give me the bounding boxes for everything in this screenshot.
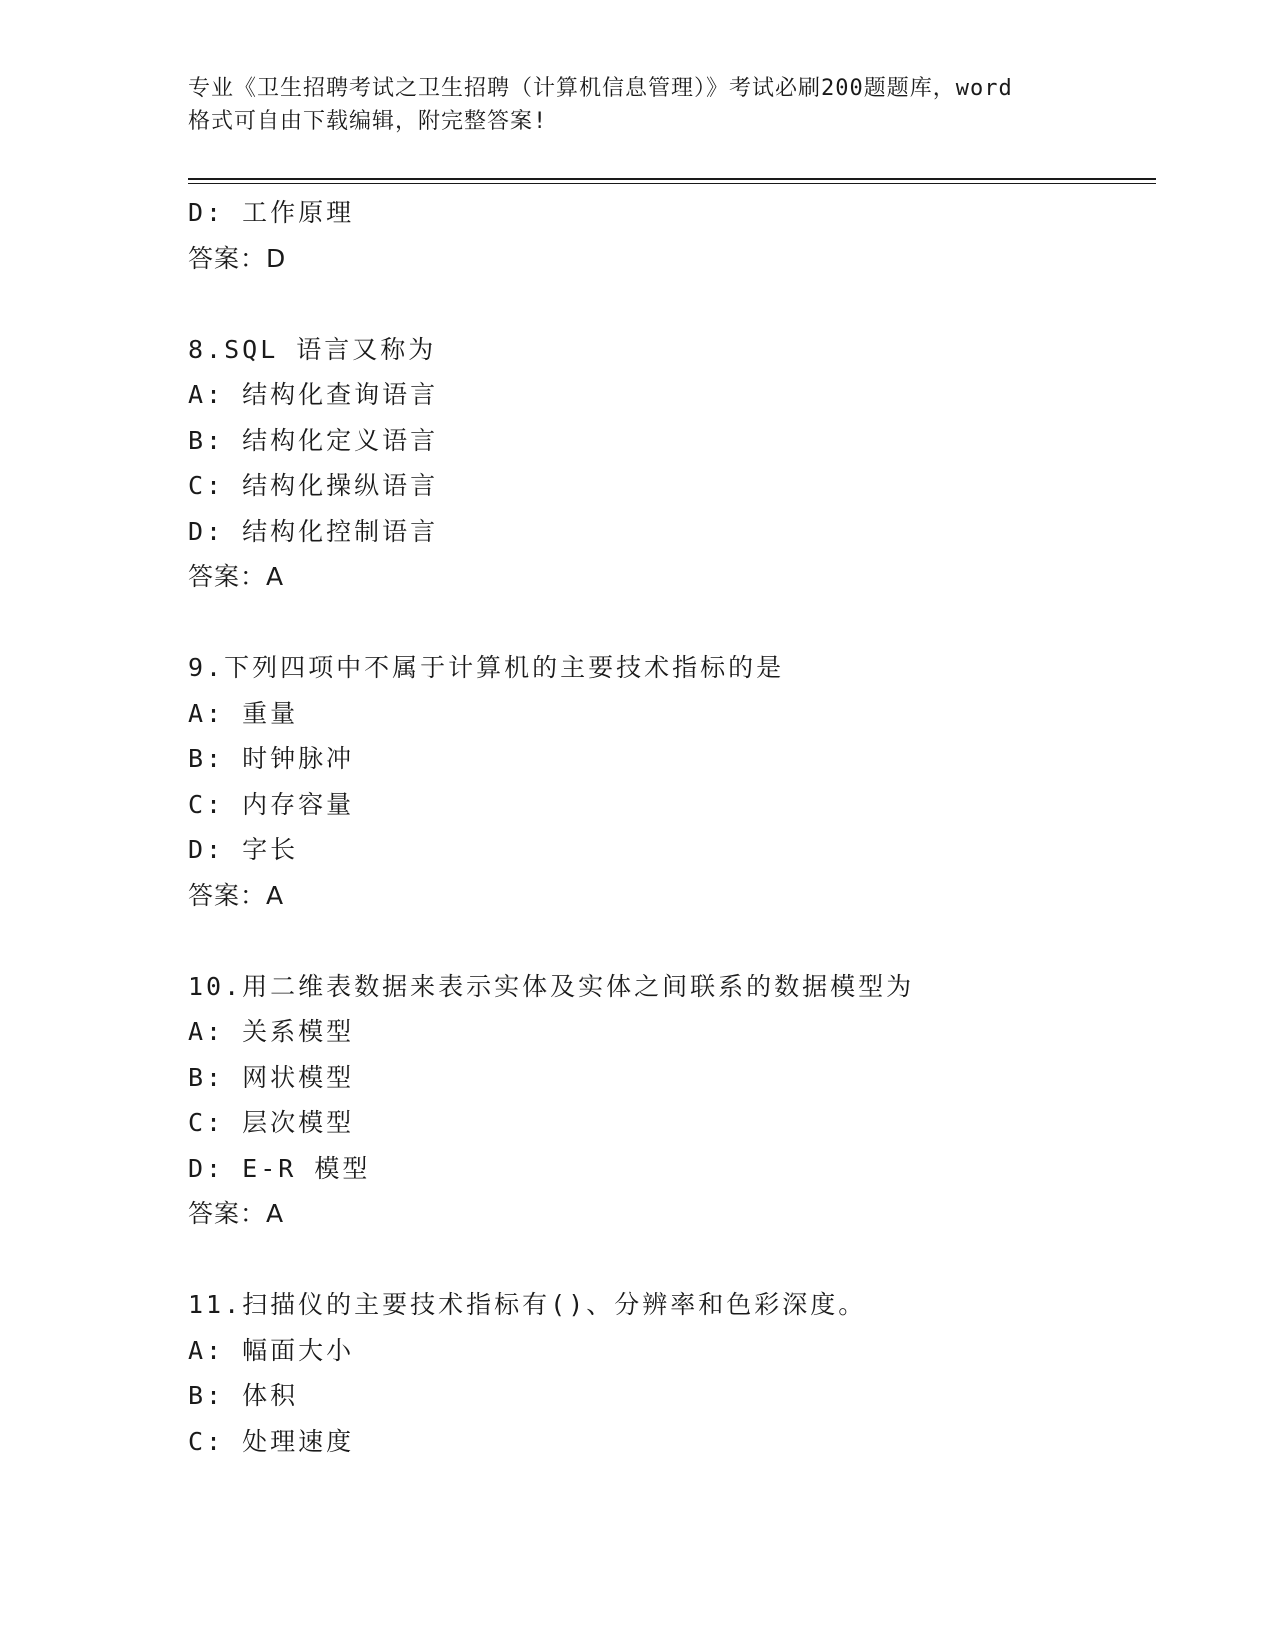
- option-c: C: 内存容量: [188, 789, 355, 819]
- question-stem: 9.下列四项中不属于计算机的主要技术指标的是: [188, 653, 785, 682]
- option-c: C: 处理速度: [188, 1426, 355, 1456]
- option-c: C: 层次模型: [188, 1108, 355, 1137]
- question-9: [188, 645, 1148, 918]
- spacer: [188, 600, 1148, 646]
- option-b: B: 时钟脉冲: [188, 744, 355, 773]
- option-a: A: 重量: [188, 698, 299, 728]
- option-a: A: 幅面大小: [188, 1335, 355, 1365]
- option-b: B: 网状模型: [188, 1062, 355, 1092]
- answer-line: 答案：A: [188, 880, 285, 910]
- question-stem: 10.用二维表数据来表示实体及实体之间联系的数据模型为: [188, 971, 915, 1001]
- spacer: [188, 1237, 1148, 1283]
- question-10: [188, 964, 1148, 1237]
- question-list: [188, 190, 1148, 1464]
- option-d: D: 工作原理: [188, 198, 355, 227]
- option-b: B: 结构化定义语言: [188, 425, 439, 455]
- question-stem: 11.扫描仪的主要技术指标有()、分辨率和色彩深度。: [188, 1290, 867, 1319]
- spacer: [188, 918, 1148, 964]
- question-11: [188, 1282, 1148, 1464]
- document-header: [188, 72, 1088, 138]
- option-a: A: 关系模型: [188, 1017, 355, 1046]
- option-a: A: 结构化查询语言: [188, 380, 439, 409]
- question-8: [188, 327, 1148, 600]
- answer-line: 答案：A: [188, 1199, 285, 1228]
- header-divider-thin: [188, 183, 1156, 184]
- answer-line: 答案：A: [188, 562, 285, 591]
- header-divider-thick: [188, 178, 1156, 180]
- option-b: B: 体积: [188, 1381, 299, 1410]
- spacer: [188, 281, 1148, 327]
- option-d: D: 结构化控制语言: [188, 516, 439, 546]
- option-d: D: E-R 模型: [188, 1153, 371, 1183]
- question-stem: 8.SQL 语言又称为: [188, 334, 437, 364]
- leading-fragment: [188, 190, 1148, 281]
- answer-line: 答案：D: [188, 243, 287, 273]
- option-c: C: 结构化操纵语言: [188, 471, 439, 500]
- option-d: D: 字长: [188, 835, 299, 864]
- header-line-1: 专业《卫生招聘考试之卫生招聘（计算机信息管理）》考试必刷200题题库，word: [188, 76, 1013, 101]
- header-line-2: 格式可自由下载编辑，附完整答案!: [188, 109, 548, 134]
